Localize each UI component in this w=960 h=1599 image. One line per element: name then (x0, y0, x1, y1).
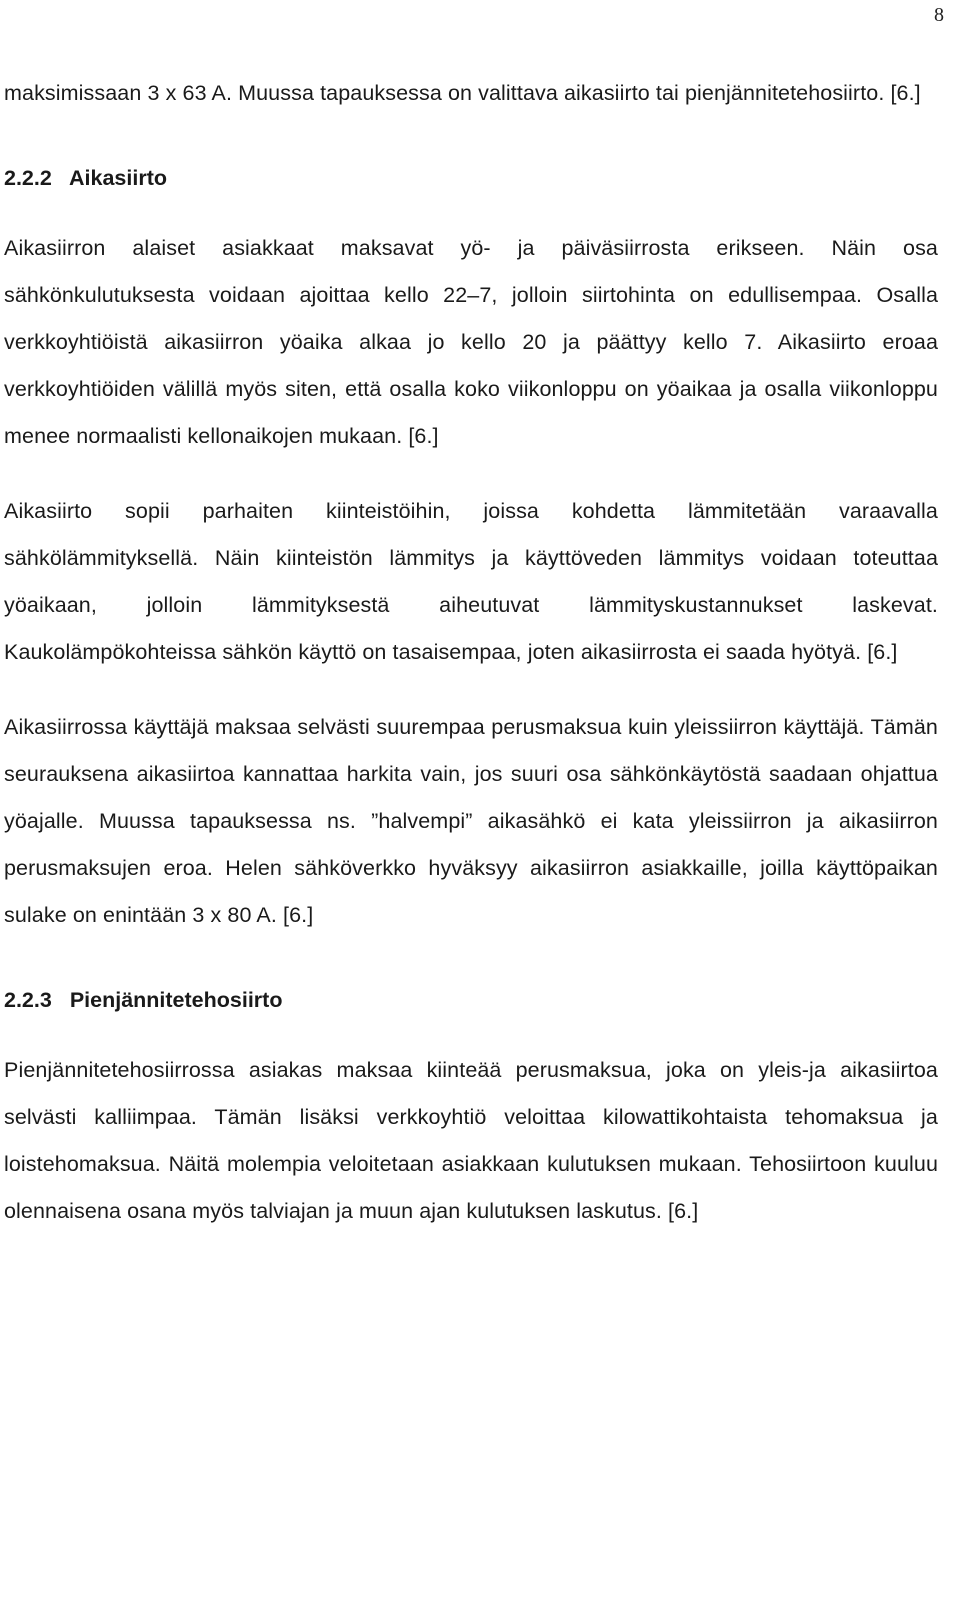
spacer (4, 939, 938, 977)
paragraph: Aikasiirrossa käyttäjä maksaa selvästi suurempaa perusmaksua kuin yleissiirron käyttäjä. Tämän seurauksena aikasiirtoa kannattaa harkita vain, jos suuri osa sähkönkäytöstä saadaan ohjattua yöajalle. Muussa tapauksessa ns. ”halvempi” aikasähkö ei kata yleissiirron ja aikasiirron perusmaksujen eroa. Helen sähköverkko hyväksyy aikasiirron asiakkaille, joilla käyttöpaikan sulake on enintään 3 x 80 A. [6.] (4, 715, 938, 927)
spacer (4, 460, 938, 488)
page-number: 8 (934, 4, 944, 26)
spacer (4, 117, 938, 155)
paragraph-continuation: maksimissaan 3 x 63 A. Muussa tapauksessa on valittava aikasiirto tai pienjännitetehosiirto. [6.] (4, 81, 921, 105)
spacer (4, 676, 938, 704)
section-number: 2.2.2 (4, 166, 52, 190)
section-heading-pienjannitetehosiirto (4, 977, 938, 1024)
paragraph: Aikasiirto sopii parhaiten kiinteistöihin, joissa kohdetta lämmitetään varaavalla sähkölämmityksellä. Näin kiinteistön lämmitys ja käyttöveden lämmitys voidaan toteuttaa yöaikaan, jolloin lämmityksestä aiheutuvat lämmityskustannukset laskevat. Kaukolämpökohteissa sähkön käyttö on tasaisempaa, joten aikasiirrosta ei saada hyötyä. [6.] (4, 499, 938, 664)
paragraph: Aikasiirron alaiset asiakkaat maksavat yö- ja päiväsiirrosta erikseen. Näin osa sähkönkulutuksesta voidaan ajoittaa kello 22–7, jolloin siirtohinta on edullisempaa. Osalla verkkoyhtiöistä aikasiirron yöaika alkaa jo kello 20 ja päättyy kello 7. Aikasiirto eroaa verkkoyhtiöiden välillä myös siten, että osalla koko viikonloppu on yöaikaa ja osalla viikonloppu menee normaalisti kellonaikojen mukaan. [6.] (4, 236, 938, 448)
spacer (4, 1024, 938, 1047)
paragraph: Pienjännitetehosiirrossa asiakas maksaa kiinteää perusmaksua, joka on yleis-ja aikasiirtoa selvästi kalliimpaa. Tämän lisäksi verkkoyhtiö veloittaa kilowattikohtaista tehomaksua ja loistehomaksua. Näitä molempia veloitetaan asiakkaan kulutuksen mukaan. Tehosiirtoon kuuluu olennaisena osana myös talviajan ja muun ajan kulutuksen laskutus. [6.] (4, 1058, 938, 1223)
spacer (4, 202, 938, 225)
section-number: 2.2.3 (4, 988, 52, 1012)
document-body (4, 70, 938, 1235)
section-title: Pienjännitetehosiirto (69, 988, 283, 1012)
section-title: Aikasiirto (69, 166, 167, 190)
section-heading-aikasiirto (4, 155, 938, 202)
